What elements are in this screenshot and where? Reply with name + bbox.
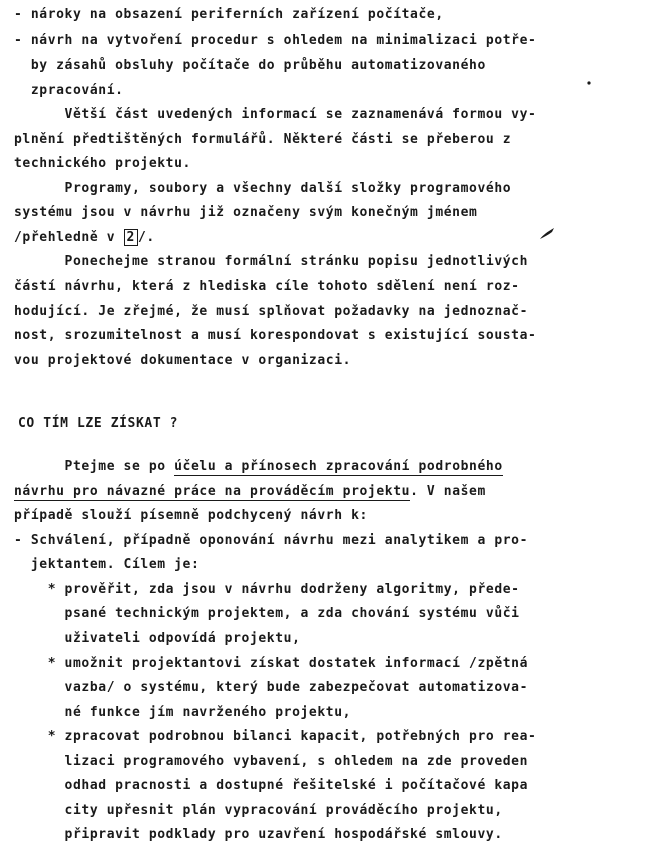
bullet-line: vazba/ o systému, který bude zabezpečovat automatizova- bbox=[14, 680, 529, 695]
text-fragment: /. bbox=[137, 230, 155, 245]
bullet-line: připravit podklady pro uzavření hospodářské smlouvy. bbox=[14, 827, 503, 842]
bullet-line: psané technickým projektem, a zda chování systému vůči bbox=[14, 606, 520, 621]
bullet-line: odhad pracnosti a dostupné řešitelské i počítačové kapa bbox=[14, 778, 529, 793]
reference-box: 2 bbox=[124, 229, 138, 246]
bullet-line: né funkce jím navrženého projektu, bbox=[14, 705, 352, 720]
text-line: by zásahů obsluhy počítače do průběhu automatizovaného bbox=[14, 58, 486, 73]
pen-stroke-mark bbox=[537, 226, 557, 242]
ink-dot-mark bbox=[586, 80, 592, 86]
bullet-line: * prověřit, zda jsou v návrhu dodrženy algoritmy, přede- bbox=[14, 582, 520, 597]
text-line: částí návrhu, která z hlediska cíle tohoto sdělení není roz- bbox=[14, 279, 520, 294]
bullet-line: lizaci programového vybavení, s ohledem na zde proveden bbox=[14, 754, 529, 769]
bullet-line: uživateli odpovídá projektu, bbox=[14, 631, 301, 646]
text-line bbox=[14, 230, 155, 246]
text-line: Programy, soubory a všechny další složky programového bbox=[14, 181, 512, 196]
text-line: - Schválení, případně oponování návrhu mezi analytikem a pro- bbox=[14, 533, 529, 548]
text-line: - nároky na obsazení periferních zařízení počítače, bbox=[14, 7, 444, 22]
bullet-line: * umožnit projektantovi získat dostatek informací /zpětná bbox=[14, 656, 529, 671]
text-line: - návrh na vytvoření procedur s ohledem na minimalizaci potře- bbox=[14, 33, 537, 48]
text-line: systému jsou v návrhu již označeny svým konečným jménem bbox=[14, 205, 478, 220]
text-line bbox=[14, 484, 486, 500]
text-line: jektantem. Cílem je: bbox=[14, 557, 200, 572]
bullet-line: city upřesnit plán vypracování prováděcího projektu, bbox=[14, 803, 503, 818]
text-line: zpracování. bbox=[14, 83, 124, 98]
text-fragment: . V našem bbox=[410, 484, 486, 499]
text-line bbox=[14, 459, 503, 475]
text-line: hodující. Je zřejmé, že musí splňovat požadavky na jednoznač- bbox=[14, 304, 529, 319]
section-heading: CO TÍM LZE ZÍSKAT ? bbox=[18, 416, 179, 431]
text-line: Větší část uvedených informací se zaznamenává formou vy- bbox=[14, 107, 537, 122]
text-fragment: /přehledně v bbox=[14, 230, 124, 245]
bullet-line: * zpracovat podrobnou bilanci kapacit, potřebných pro rea- bbox=[14, 729, 537, 744]
underlined-phrase: návrhu pro návazné práce na prováděcím projektu bbox=[14, 484, 411, 499]
text-line: vou projektové dokumentace v organizaci. bbox=[14, 353, 352, 368]
text-line: technického projektu. bbox=[14, 156, 191, 171]
text-line: plnění předtištěných formulářů. Některé části se přeberou z bbox=[14, 132, 512, 147]
underlined-phrase: účelu a přínosech zpracování podrobného bbox=[174, 459, 503, 474]
text-line: případě slouží písemně podchycený návrh k: bbox=[14, 508, 368, 523]
text-line: nost, srozumitelnost a musí korespondovat s existující sousta- bbox=[14, 328, 537, 343]
text-fragment: Ptejme se po bbox=[14, 459, 175, 474]
text-line: Ponechejme stranou formální stránku popisu jednotlivých bbox=[14, 254, 529, 269]
